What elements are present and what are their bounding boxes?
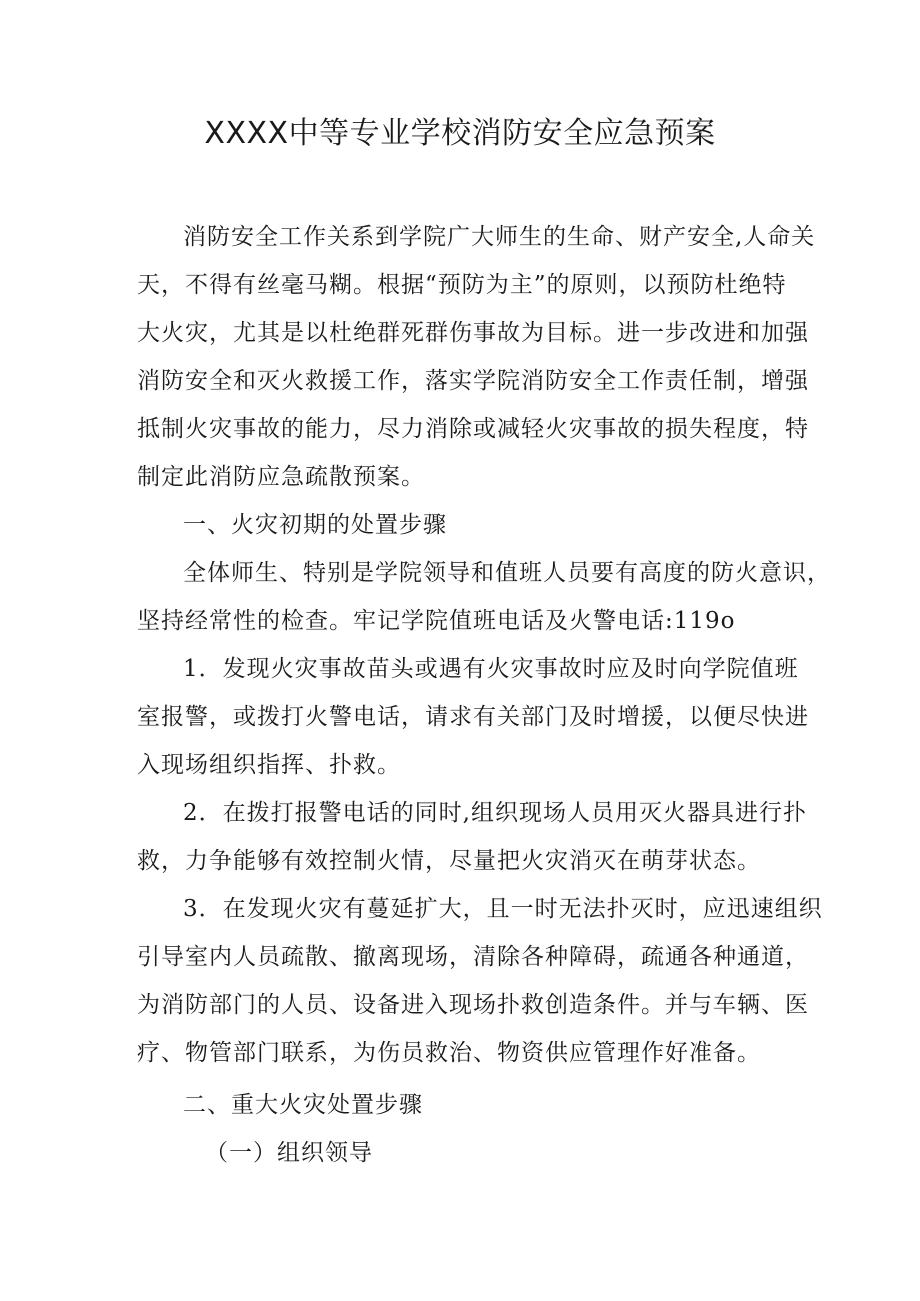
- item-2-line-2: 救，力争能够有效控制火情，尽量把火灾消灭在萌芽状态。: [137, 848, 761, 874]
- section-1-para-line-2: 坚持经常性的检查。牢记学院值班电话及火警电话:119o: [137, 608, 736, 634]
- document-title: XXXX中等专业学校消防安全应急预案: [204, 116, 716, 151]
- section-1-para-line-1: 全体师生、特别是学院领导和值班人员要有高度的防火意识，: [183, 560, 831, 586]
- intro-line-1: 消防安全工作关系到学院广大师生的生命、财产安全,人命关: [183, 224, 816, 250]
- item-3-line-1: 3．在发现火灾有蔓延扩大，且一时无法扑灭时，应迅速组织: [183, 896, 823, 922]
- item-3-line-2: 引导室内人员疏散、撤离现场，清除各种障碍，疏通各种通道，: [137, 944, 809, 970]
- intro-line-2: 天，不得有丝毫马糊。根据“预防为主”的原则，以预防杜绝特: [137, 272, 787, 298]
- item-3-line-3: 为消防部门的人员、设备进入现场扑救创造条件。并与车辆、医: [137, 992, 809, 1018]
- intro-line-6: 制定此消防应急疏散预案。: [137, 464, 425, 490]
- item-3-line-4: 疗、物管部门联系，为伤员救治、物资供应管理作好准备。: [137, 1040, 761, 1066]
- item-1-line-3: 入现场组织指挥、扑救。: [137, 752, 401, 778]
- intro-line-5: 抵制火灾事故的能力，尽力消除或减轻火灾事故的损失程度，特: [137, 416, 809, 442]
- intro-line-4: 消防安全和灭火救援工作，落实学院消防安全工作责任制，增强: [137, 368, 809, 394]
- subsection-1-heading: （一）组织领导: [205, 1140, 373, 1166]
- section-2-heading: 二、重大火灾处置步骤: [183, 1092, 423, 1118]
- item-2-line-1: 2．在拨打报警电话的同时,组织现场人员用灭火器具进行扑: [183, 800, 807, 826]
- intro-line-3: 大火灾，尤其是以杜绝群死群伤事故为目标。进一步改进和加强: [137, 320, 809, 346]
- section-1-heading: 一、火灾初期的处置步骤: [183, 512, 447, 538]
- item-1-line-2: 室报警，或拨打火警电话，请求有关部门及时增援，以便尽快进: [137, 704, 809, 730]
- item-1-line-1: 1．发现火灾事故苗头或遇有火灾事故时应及时向学院值班: [183, 656, 799, 682]
